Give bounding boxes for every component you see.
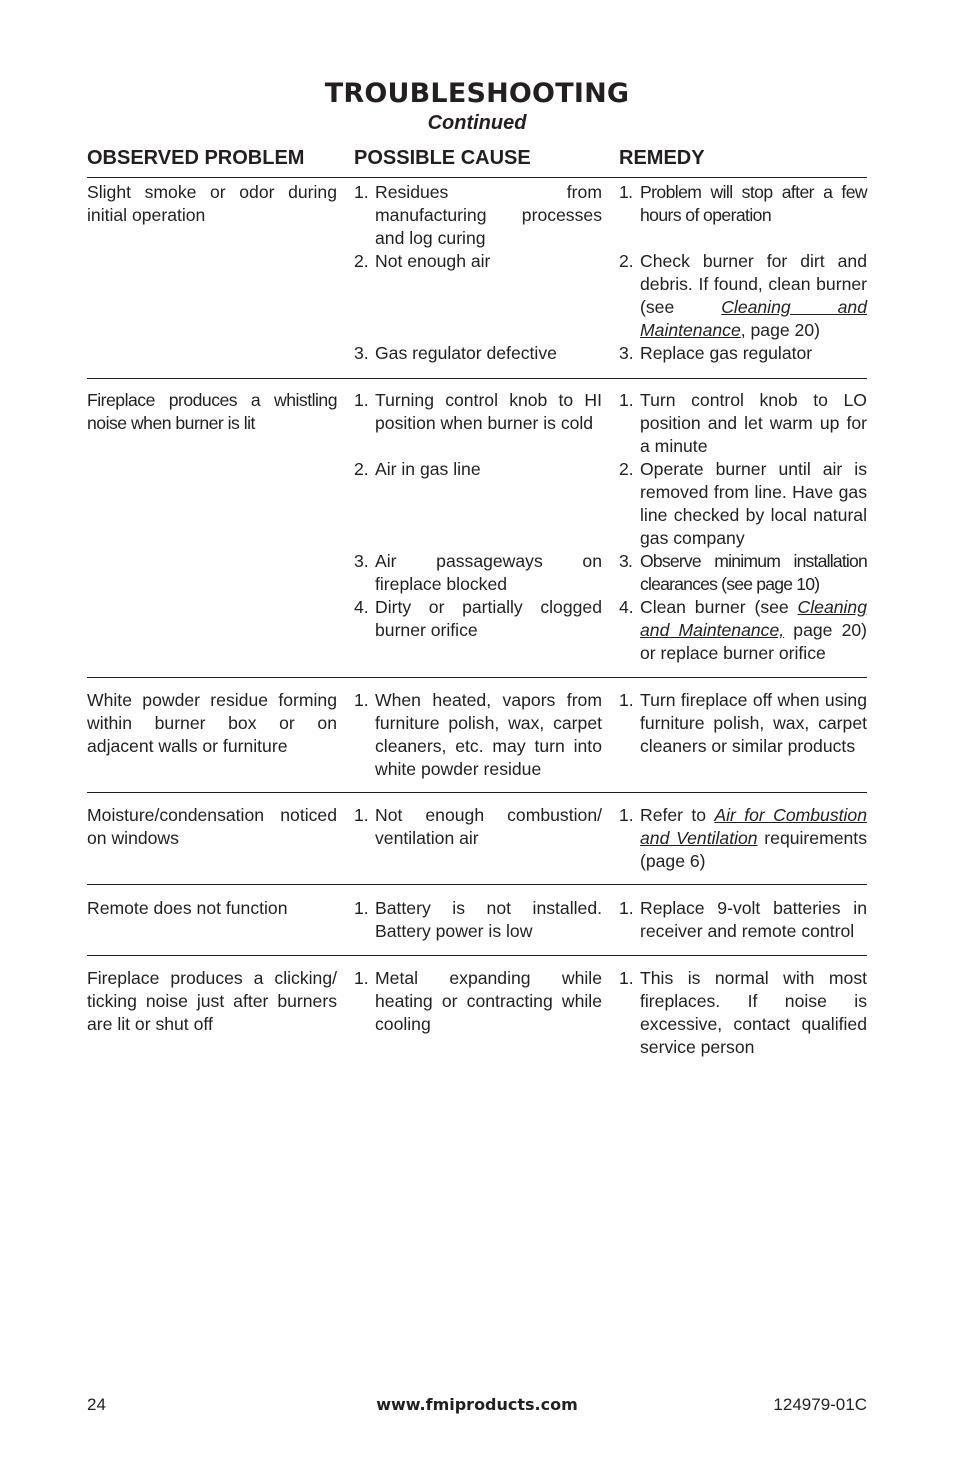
table-row — [87, 884, 867, 956]
cause-item: 1. Residues from manufacturing processes and log curing — [354, 182, 602, 248]
observed-problem: Fireplace produces a clicking/ ticking noise just after burners are lit or shut off — [87, 968, 337, 1034]
air-combustion-ventilation-link[interactable]: Air for Combustion and Ventilation — [640, 805, 867, 848]
page-number: 24 — [87, 1395, 106, 1414]
cleaning-maintenance-link[interactable]: Cleaning and Maintenance — [640, 297, 867, 340]
cleaning-maintenance-link[interactable]: Cleaning and Maintenance, — [640, 597, 867, 640]
observed-problem: Remote does not function — [87, 898, 288, 918]
header-possible-cause: POSSIBLE CAUSE — [354, 147, 531, 169]
cause-item: 1. Battery is not installed. Battery power is low — [354, 898, 602, 941]
header-observed-problem: OBSERVED PROBLEM — [87, 147, 305, 169]
cause-item: 2. Air in gas line — [354, 459, 481, 479]
page-subtitle: Continued — [427, 112, 527, 134]
cause-item: 3. Gas regulator defective — [354, 343, 557, 363]
remedy-item: 1. Refer to Air for Combustion and Ventilation requirements (page 6) — [619, 805, 867, 871]
remedy-item: 1. Problem will stop after a few hours of operation — [619, 182, 867, 225]
remedy-item: 1. Replace 9-volt batteries in receiver and remote control — [619, 898, 867, 941]
document-code: 124979-01C — [773, 1395, 867, 1414]
website-link[interactable]: www.fmiproducts.com — [376, 1395, 578, 1414]
remedy-item: 1. This is normal with most fireplaces. If noise is excessive, contact qualified service person — [619, 968, 867, 1057]
table-header — [87, 147, 867, 178]
remedy-item: 2. Operate burner until air is removed from line. Have gas line checked by local natural gas company — [619, 459, 867, 548]
observed-problem: Moisture/condensation noticed on windows — [87, 805, 337, 848]
cause-item: 2. Not enough air — [354, 251, 491, 271]
observed-problem: Fireplace produces a whistling noise when burner is lit — [87, 390, 337, 433]
remedy-item: 3. Observe minimum installation clearances (see page 10) — [619, 551, 867, 594]
table-row — [87, 677, 867, 793]
table-row — [87, 955, 867, 1065]
table-row — [87, 792, 867, 885]
page-title: TROUBLESHOOTING — [324, 78, 630, 109]
observed-problem: Slight smoke or odor during initial operation — [87, 182, 337, 225]
remedy-item: 1. Turn control knob to LO position and let warm up for a minute — [619, 390, 867, 456]
table-row — [87, 177, 867, 379]
remedy-item: 2. Check burner for dirt and debris. If found, clean burner (see Cleaning and Maintenance, page 20) — [619, 251, 867, 340]
cause-item: 1. When heated, vapors from furniture polish, wax, carpet cleaners, etc. may turn into white powder residue — [354, 690, 602, 779]
cause-item: 1. Turning control knob to HI position when burner is cold — [354, 390, 602, 433]
remedy-item: 4. Clean burner (see Cleaning and Maintenance, page 20) or replace burner orifice — [619, 597, 867, 663]
remedy-item: 1. Turn fireplace off when using furniture polish, wax, carpet cleaners or similar products — [619, 690, 867, 756]
cause-item: 4. Dirty or partially clogged burner orifice — [354, 597, 602, 640]
cause-item: 1. Metal expanding while heating or contracting while cooling — [354, 968, 602, 1034]
cause-item: 1. Not enough combustion/ ventilation air — [354, 805, 602, 848]
observed-problem: White powder residue forming within burner box or on adjacent walls or furniture — [87, 690, 337, 756]
table-row — [87, 378, 867, 678]
cause-item: 3. Air passageways on fireplace blocked — [354, 551, 602, 594]
header-remedy: REMEDY — [619, 147, 705, 169]
remedy-item: 3. Replace gas regulator — [619, 343, 813, 363]
